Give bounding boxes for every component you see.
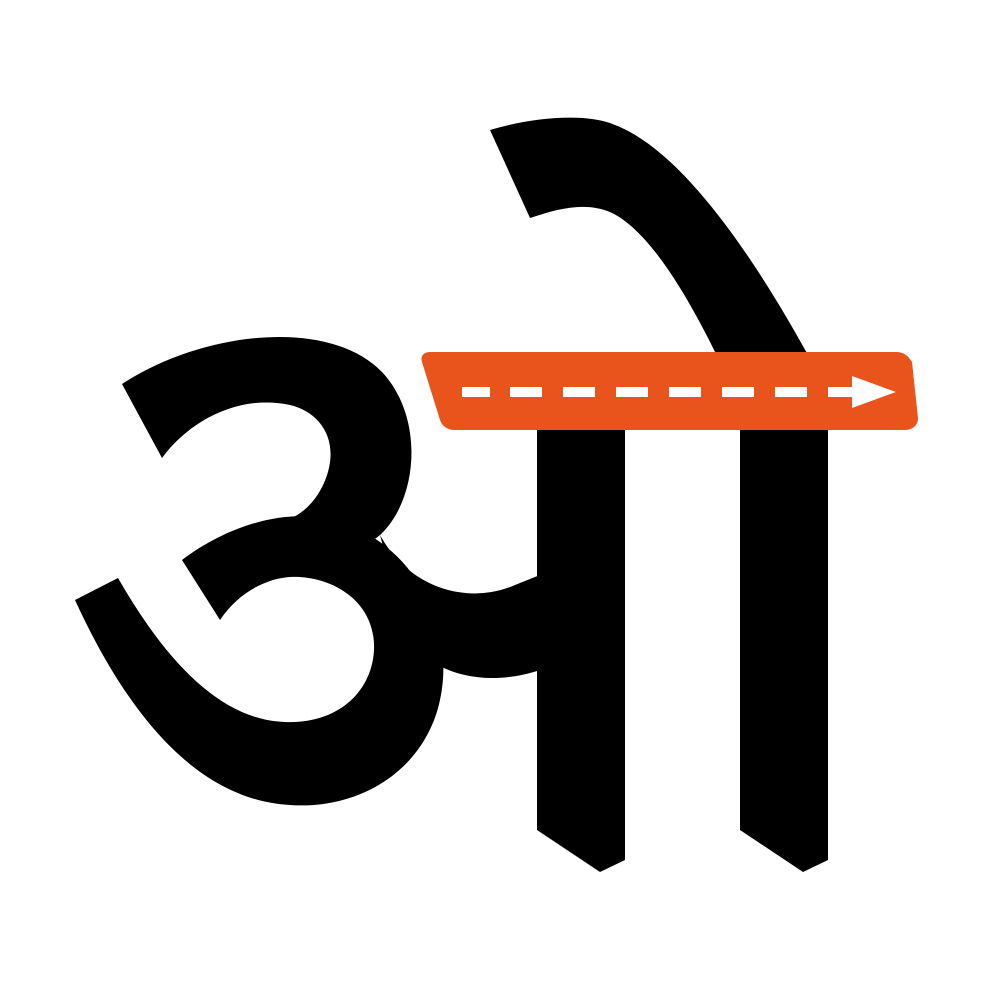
glyph-stem-right xyxy=(740,420,828,872)
glyph-stem-left xyxy=(537,420,625,872)
glyph-top-hook xyxy=(490,118,808,362)
